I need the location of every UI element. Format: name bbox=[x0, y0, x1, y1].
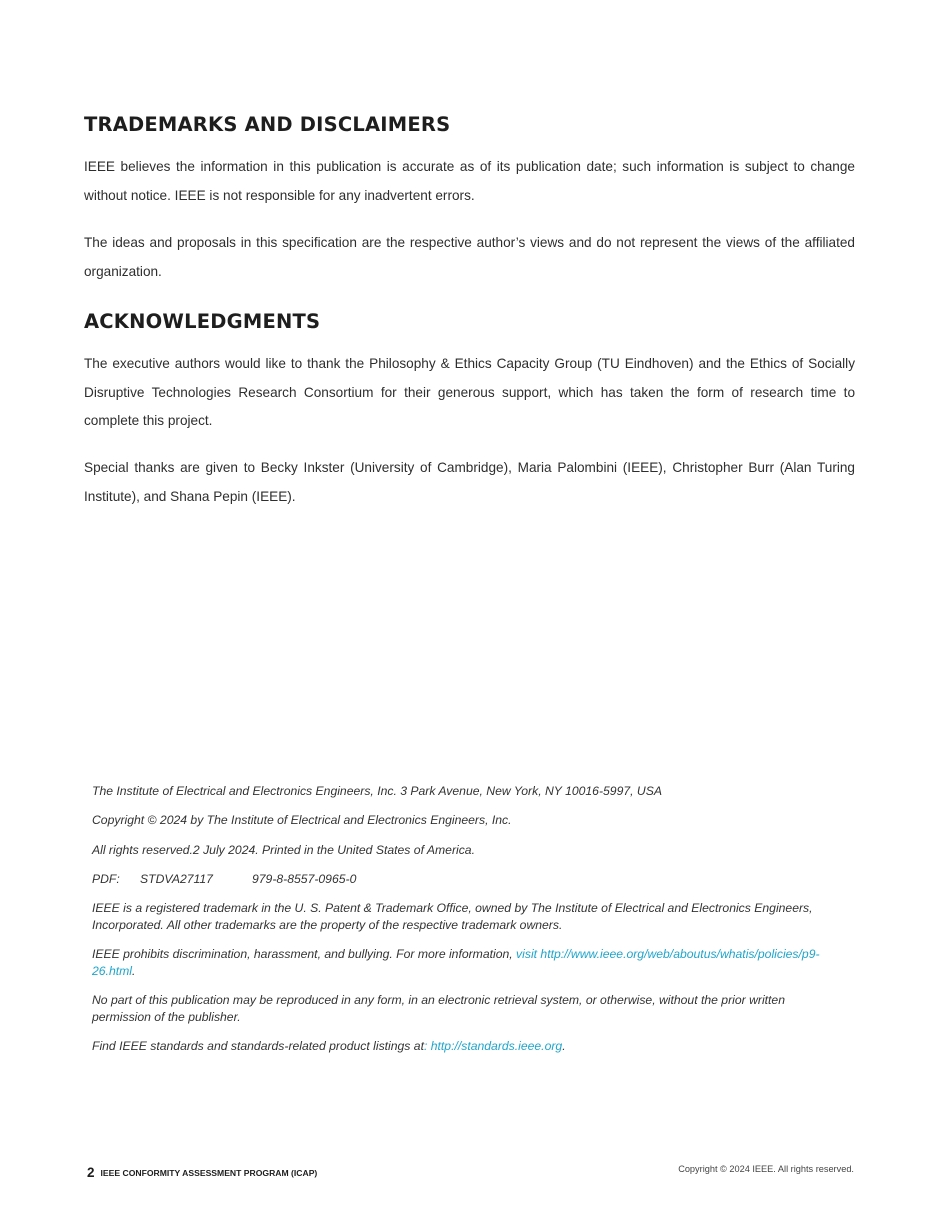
publisher-address: The Institute of Electrical and Electronics Engineers, Inc. 3 Park Avenue, New York, NY 10016-5997, USA bbox=[92, 784, 662, 798]
pdf-identifiers bbox=[92, 871, 837, 888]
trademarks-paragraph-1: IEEE believes the information in this publication is accurate as of its publication date; such information is subject to change without notice. IEEE is not responsible for any inadvertent errors. bbox=[84, 159, 855, 203]
harassment-period: . bbox=[131, 964, 136, 978]
page-number: 2 bbox=[87, 1165, 95, 1180]
trademarks-heading: TRADEMARKS AND DISCLAIMERS bbox=[84, 113, 451, 136]
pdf-code: STDVA27117 bbox=[140, 872, 213, 886]
policy-link[interactable]: visit http://www.ieee.org/web/aboutus/whatis/policies/p9-26.html bbox=[92, 947, 820, 978]
harassment-notice bbox=[92, 946, 837, 980]
footer-copyright: Copyright © 2024 IEEE. All rights reserved. bbox=[678, 1164, 854, 1174]
reproduction-notice: No part of this publication may be reproduced in any form, in an electronic retrieval system, or otherwise, without the prior written permission of the publisher. bbox=[92, 993, 785, 1024]
copyright-notice: Copyright © 2024 by The Institute of Electrical and Electronics Engineers, Inc. bbox=[92, 813, 512, 827]
harassment-text: IEEE prohibits discrimination, harassment, and bullying. For more information, bbox=[92, 947, 517, 961]
standards-link[interactable]: http://standards.ieee.org bbox=[427, 1039, 563, 1053]
program-name: IEEE CONFORMITY ASSESSMENT PROGRAM (ICAP) bbox=[100, 1168, 318, 1178]
acknowledgments-paragraph-1: The executive authors would like to thank the Philosophy & Ethics Capacity Group (TU Eindhoven) and the Ethics of Socially Disruptive Technologies Research Consortium for their generous support, which has taken the form of research time to complete this project. bbox=[84, 356, 855, 428]
isbn: 979-8-8557-0965-0 bbox=[252, 872, 357, 886]
rights-reserved-notice: All rights reserved.2 July 2024. Printed in the United States of America. bbox=[92, 843, 475, 857]
acknowledgments-paragraph-2: Special thanks are given to Becky Inkster (University of Cambridge), Maria Palombini (IEEE), Christopher Burr (Alan Turing Institute), and Shana Pepin (IEEE). bbox=[84, 460, 855, 504]
pdf-label: PDF: bbox=[92, 872, 120, 886]
acknowledgments-heading: ACKNOWLEDGMENTS bbox=[84, 310, 321, 333]
standards-colon: : bbox=[423, 1039, 428, 1053]
standards-period: . bbox=[562, 1039, 566, 1053]
standards-listing-notice bbox=[92, 1038, 837, 1055]
trademark-notice: IEEE is a registered trademark in the U. S. Patent & Trademark Office, owned by The Institute of Electrical and Electronics Engineers, Incorporated. All other trademarks are the property of the respective trademark owners. bbox=[92, 901, 813, 932]
footer-program bbox=[87, 1165, 317, 1180]
standards-text: Find IEEE standards and standards-related product listings at bbox=[92, 1039, 424, 1053]
trademarks-paragraph-2: The ideas and proposals in this specification are the respective author’s views and do not represent the views of the affiliated organization. bbox=[84, 235, 855, 279]
